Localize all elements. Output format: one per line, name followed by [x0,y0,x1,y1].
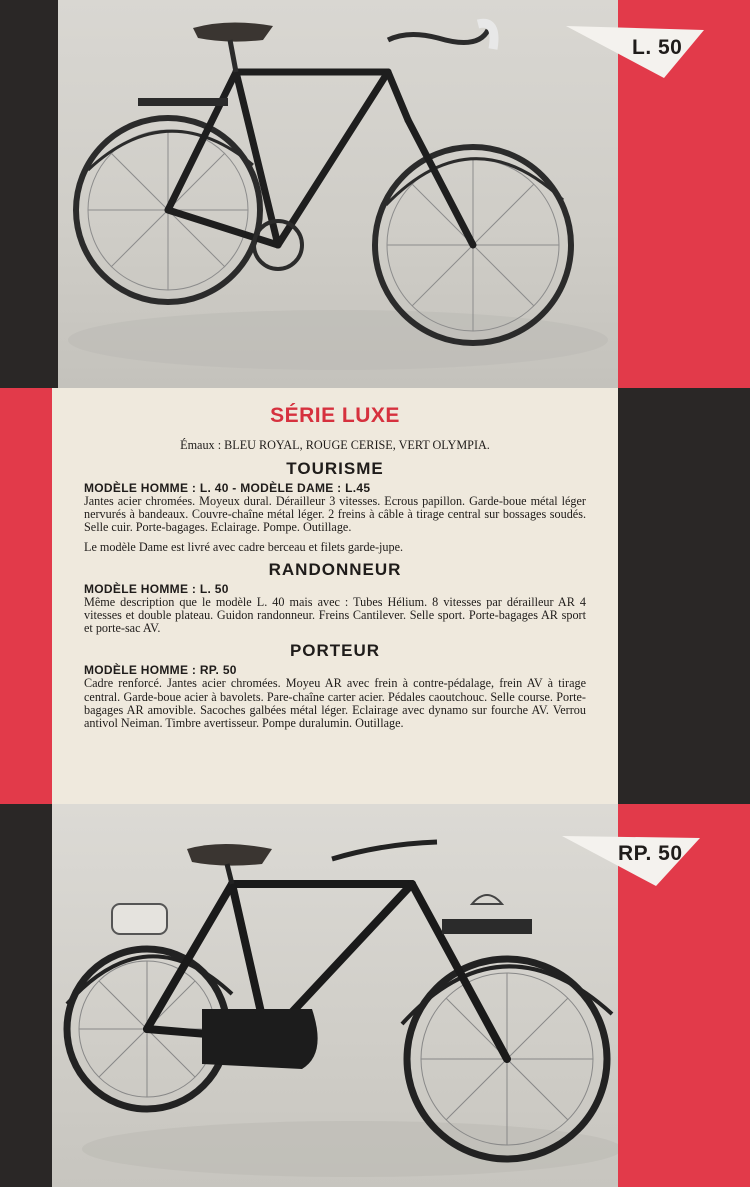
porteur-bicycle-illustration [52,804,618,1187]
black-band-middle-right [618,388,750,804]
black-band-top-left [0,0,58,388]
randonneur-models: MODÈLE HOMME : L. 50 [84,581,229,596]
catalog-text [84,400,586,730]
price-tag-top-label: L. 50 [632,36,683,59]
tourisme-description: Jantes acier chromées. Moyeux dural. Dérailleur 3 vitesses. Ecrous papillon. Garde-boue métal léger nervurés à bandeaux. Couvre-chaîne métal léger. 2 freins à câble à tirage central sur bossages soudés. Selle cuir. Porte-bagages. Eclairage. Pompe. Outillage. [84,494,586,535]
red-band-middle-left [0,388,52,804]
tourisme-heading: TOURISME [286,459,384,478]
price-tag-top [566,26,706,82]
randonneur-bicycle-photo [58,0,618,388]
porteur-models: MODÈLE HOMME : RP. 50 [84,663,237,678]
porteur-heading: PORTEUR [289,641,381,661]
tourisme-models: MODÈLE HOMME : L. 40 - MODÈLE DAME : L.45 [84,481,371,495]
randonneur-heading: RANDONNEUR [268,559,402,579]
tourisme-note: Le modèle Dame est livré avec cadre berceau et filets garde-jupe. [84,539,404,554]
emaux-line: Émaux : BLEU ROYAL, ROUGE CERISE, VERT OLYMPIA. [180,438,490,452]
price-tag-bottom-label: RP. 50 [618,842,683,865]
randonneur-bicycle-illustration [58,0,618,388]
porteur-bicycle-photo [52,804,618,1187]
series-title: SÉRIE LUXE [270,404,400,427]
price-tag-bottom [562,836,704,892]
randonneur-description: Même description que le modèle L. 40 mais avec : Tubes Hélium. 8 vitesses par dérailleur AR 4 vitesses et double plateau. Guidon randonneur. Freins Cantilever. Selle sport. Porte-bagages AR sport et porte-sac AV. [84,594,586,636]
porteur-description: Cadre renforcé. Jantes acier chromées. Moyeu AR avec frein à contre-pédalage, frein AV à tirage central. Garde-boue acier à bavolets. Pare-chaîne carter acier. Pédales caoutchouc. Selle course. Porte-bagages AR amovible. Sacoches galbées métal léger. Eclairage avec dynamo sur fourche AV. Verrou antivol Neiman. Timbre avertisseur. Pompe duralumin. Outillage. [84,676,586,731]
black-band-bottom-left [0,804,52,1187]
